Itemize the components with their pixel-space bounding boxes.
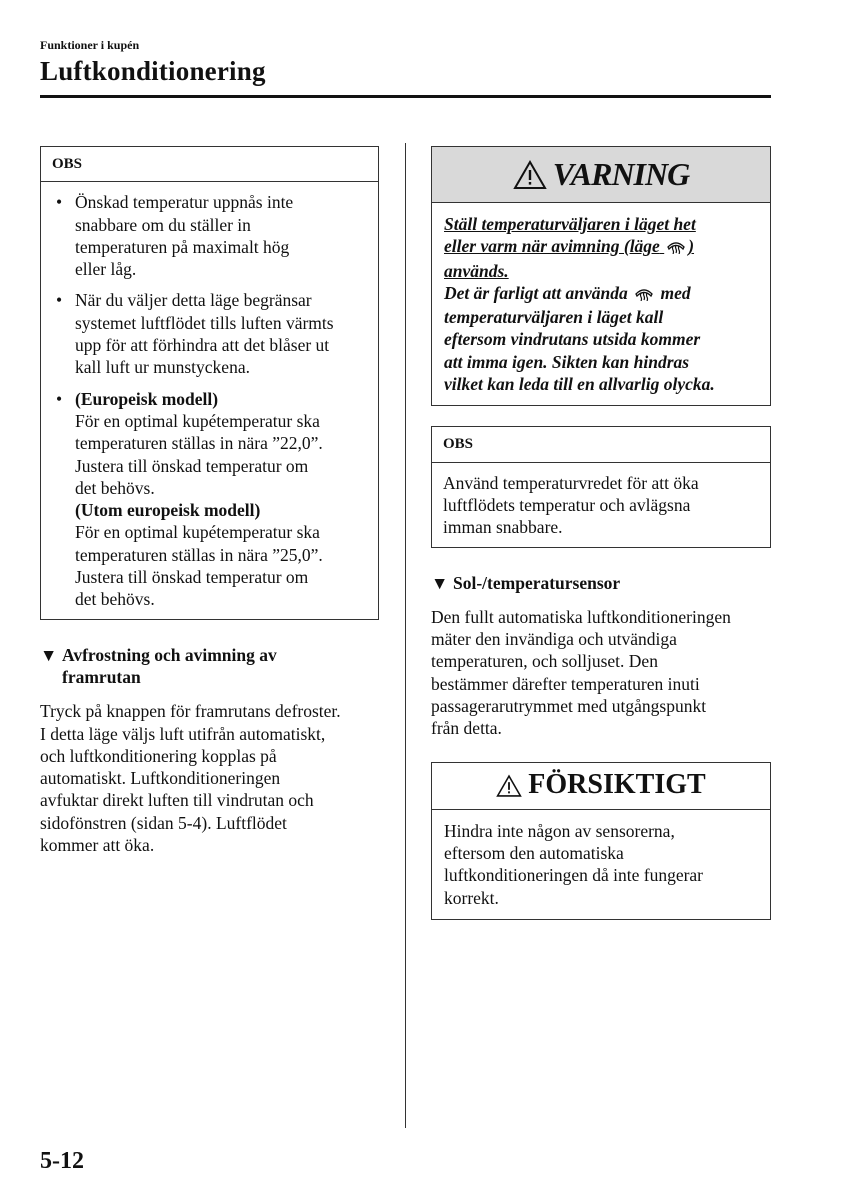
text-line: I detta läge väljs luft utifrån automatiskt, [40, 723, 326, 744]
warning-title: VARNING [552, 156, 690, 193]
text-line: luftkonditioneringen då inte fungerar [444, 865, 704, 886]
text-line: luftflödets temperatur och avlägsna [443, 494, 691, 515]
heading-line: framrutan [62, 666, 141, 687]
bullet-icon: • [56, 192, 63, 213]
text-line: snabbare om du ställer in [75, 214, 251, 235]
obs-body [432, 463, 770, 547]
bullet-icon: • [56, 388, 63, 409]
text-line: används. [444, 260, 509, 281]
heading-line: Avfrostning och avimning av [62, 644, 277, 665]
text-fragment: med [660, 282, 691, 303]
bullet-icon: • [56, 290, 63, 311]
obs-body [41, 182, 378, 618]
caution-title: FÖRSIKTIGT [528, 769, 706, 801]
text-line: Använd temperaturvredet för att öka [443, 472, 699, 493]
obs-note-box-right [431, 426, 771, 547]
text-line: automatiskt. Luftkonditioneringen [40, 768, 281, 789]
text-fragment: Det är farligt att använda [444, 282, 628, 303]
defrost-section-heading [40, 644, 379, 689]
caution-body [432, 810, 770, 919]
list-item [52, 388, 367, 611]
text-line: från detta. [431, 718, 502, 739]
left-column [40, 146, 379, 856]
text-line: passagerarutrymmet med utgångspunkt [431, 696, 707, 717]
warning-triangle-icon [513, 160, 547, 190]
sensor-section-heading [431, 572, 771, 594]
list-item [52, 191, 367, 280]
text-line: När du väljer detta läge begränsar [75, 290, 312, 311]
text-line: vilket kan leda till en allvarlig olycka. [444, 374, 715, 395]
european-model-label: (Europeisk modell) [75, 388, 219, 409]
windshield-defrost-icon [634, 284, 654, 306]
text-line: kall luft ur munstyckena. [75, 357, 250, 378]
obs-label: OBS [432, 427, 770, 462]
sensor-section-body [431, 606, 771, 740]
non-european-model-label: (Utom europeisk modell) [75, 500, 261, 521]
title-rule [40, 95, 771, 98]
text-line: imman snabbare. [443, 517, 563, 538]
text-line: Tryck på knappen för framrutans defroster. [40, 701, 341, 722]
defrost-section-body [40, 700, 379, 856]
text-line: Hindra inte någon av sensorerna, [444, 820, 675, 841]
text-line [444, 282, 758, 306]
text-line: För en optimal kupétemperatur ska [75, 522, 320, 543]
page-number: 5-12 [40, 1148, 84, 1174]
text-line: temperaturen, och solljuset. Den [431, 651, 658, 672]
text-line [444, 235, 758, 259]
text-line: kommer att öka. [40, 835, 155, 856]
text-line: upp för att förhindra att det blåser ut [75, 335, 330, 356]
column-divider [405, 143, 406, 1128]
page-title: Luftkonditionering [40, 56, 266, 86]
windshield-defrost-icon [666, 237, 686, 259]
section-marker-icon: ▼ [40, 644, 58, 665]
heading-line: Sol-/temperatursensor [453, 572, 621, 593]
text-line: eftersom den automatiska [444, 842, 624, 863]
text-line: systemet luftflödet tills luften värmts [75, 312, 334, 333]
text-line: temperaturväljaren i läget kall [444, 307, 664, 328]
obs-bullet-list [52, 191, 367, 610]
obs-note-box [40, 146, 379, 620]
text-line: det behövs. [75, 477, 155, 498]
list-item [52, 289, 367, 378]
obs-label: OBS [41, 147, 378, 182]
warning-header [432, 147, 770, 203]
text-line: mäter den invändiga och utvändiga [431, 629, 677, 650]
text-fragment: ) [688, 236, 695, 257]
text-line: och luftkonditionering kopplas på [40, 745, 277, 766]
warning-triangle-icon [496, 774, 522, 798]
text-line: Justera till önskad temperatur om [75, 455, 309, 476]
warning-body [432, 203, 770, 405]
text-line: eller låg. [75, 259, 137, 280]
text-line: bestämmer därefter temperaturen inuti [431, 673, 700, 694]
text-line: temperaturen ställas in nära ”22,0”. [75, 433, 323, 454]
text-line: att imma igen. Sikten kan hindras [444, 351, 690, 372]
text-line: temperaturen ställas in nära ”25,0”. [75, 544, 323, 565]
warning-box [431, 146, 771, 406]
text-fragment: eller varm när avimning (läge [444, 236, 660, 257]
text-line: Önskad temperatur uppnås inte [75, 192, 294, 213]
caution-box [431, 762, 771, 920]
text-line: temperaturen på maximalt hög [75, 236, 290, 257]
text-line: Den fullt automatiska luftkonditioneringen [431, 606, 731, 627]
text-line: För en optimal kupétemperatur ska [75, 410, 320, 431]
section-label: Funktioner i kupén [40, 38, 140, 52]
caution-header [432, 763, 770, 810]
section-marker-icon: ▼ [431, 572, 449, 593]
text-line: eftersom vindrutans utsida kommer [444, 329, 701, 350]
right-column [431, 146, 771, 920]
text-line: sidofönstren (sidan 5-4). Luftflödet [40, 812, 287, 833]
text-line: Justera till önskad temperatur om [75, 567, 309, 588]
text-line: avfuktar direkt luften till vindrutan och [40, 790, 314, 811]
text-line: korrekt. [444, 887, 499, 908]
text-line: Ställ temperaturväljaren i läget het [444, 214, 696, 234]
text-line: det behövs. [75, 589, 155, 610]
